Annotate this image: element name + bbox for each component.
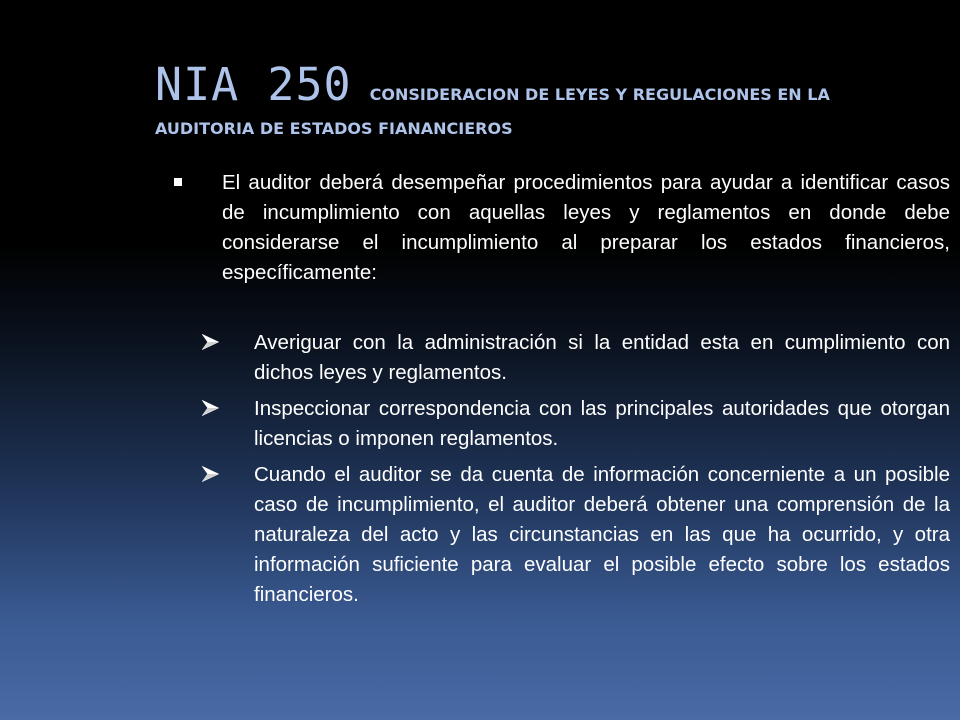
slide-title (155, 58, 935, 138)
slide-content (170, 168, 950, 616)
list-item (170, 394, 950, 454)
intro-text: El auditor deberá desempeñar procedimientos para ayudar a identificar casos de incumplimiento con aquellas leyes y reglamentos en donde debe considerarse el incumplimiento al preparar los estados financieros, específicamente: (222, 171, 950, 284)
arrow-bullet-icon (202, 333, 220, 351)
intro-paragraph (170, 168, 950, 288)
list-item-text: Inspeccionar correspondencia con las principales autoridades que otorgan licencias o imponen reglamentos. (254, 397, 950, 450)
title-subtitle-line2: AUDITORIA DE ESTADOS FIANANCIEROS (155, 119, 513, 138)
arrow-bullet-icon (202, 399, 220, 417)
title-subtitle-line1: CONSIDERACION DE LEYES Y REGULACIONES EN LA (369, 85, 830, 104)
arrow-bullet-icon (202, 465, 220, 483)
square-bullet-icon (174, 178, 182, 186)
list-item-text: Averiguar con la administración si la entidad esta en cumplimiento con dichos leyes y reglamentos. (254, 331, 950, 384)
list-item (170, 460, 950, 610)
bullet-list (170, 328, 950, 610)
title-main: NIA 250 (155, 58, 352, 111)
list-item (170, 328, 950, 388)
list-item-text: Cuando el auditor se da cuenta de información concerniente a un posible caso de incumplimiento, el auditor deberá obtener una comprensión de la naturaleza del acto y las circunstancias en las que ha ocurrido, y otra información suficiente para evaluar el posible efecto sobre los estados financieros. (254, 463, 950, 606)
